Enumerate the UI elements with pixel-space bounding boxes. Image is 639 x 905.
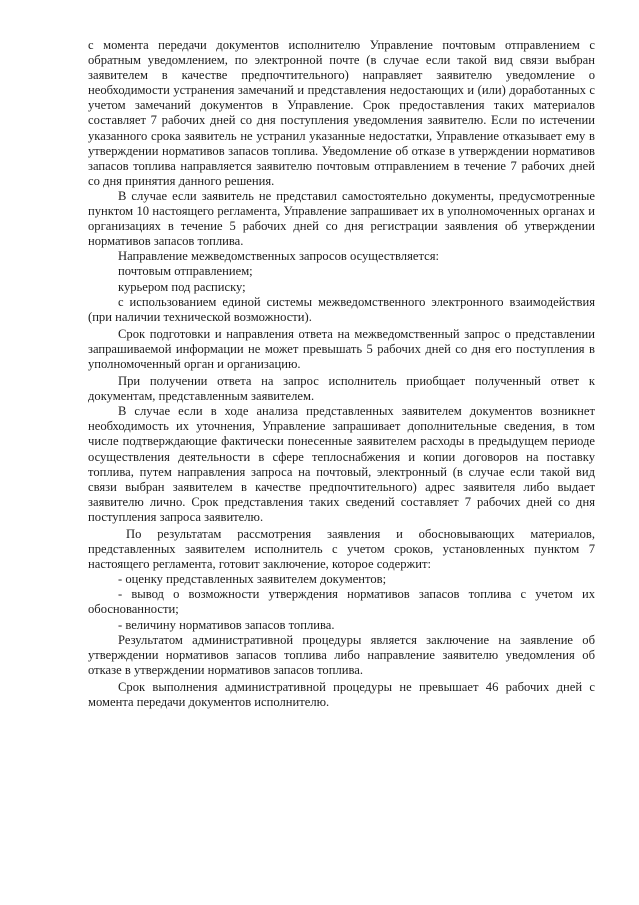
paragraph-response-deadline: Срок подготовки и направления ответа на межведомственный запрос о представлении запрашиваемой информации не может превышать 5 рабочих дней со дня его поступления в уполномоченный орган и организацию. [88,326,595,371]
list-item-electronic-system: с использованием единой системы межведомственного электронного взаимодействия (при наличии технической возможности). [88,294,595,324]
list-item-document-assessment: - оценку представленных заявителем документов; [118,572,387,587]
list-item-postal: почтовым отправлением; [118,264,253,279]
paragraph-procedure-deadline: Срок выполнения административной процедуры не превышает 46 рабочих дней с момента передачи документов исполнителю. [88,679,595,710]
paragraph-clarification-request: В случае если в ходе анализа представленных заявителем документов возникнет необходимость их уточнения, Управление запрашивает дополнительные сведения, в том числе подтверждающие фактически понесенные заявителем расходы в предыдущем периоде осуществления деятельности в сфере теплоснабжения и копии договоров на поставку топлива, путем направления запроса на почтовый, электронный (в случае если такой вид связи выбран заявителем в качестве предпочтительного) адрес заявителя либо выдает заявителю лично. Срок представления таких сведений составляет 7 рабочих дней со дня поступления запроса заявителю. [88,404,595,524]
list-item-courier: курьером под расписку; [118,279,246,294]
paragraph-response-attachment: При получении ответа на запрос исполнитель приобщает полученный ответ к документам, представленным заявителем. [88,374,595,404]
paragraph-procedure-result: Результатом административной процедуры является заключение на заявление об утверждении нормативов запасов топлива либо направление заявителю уведомления об отказе в утверждении нормативов запасов топлива. [88,632,595,677]
list-item-norm-values: - величину нормативов запасов топлива. [118,617,335,632]
paragraph-request-methods-intro: Направление межведомственных запросов осуществляется: [118,249,439,264]
document-page [88,38,595,710]
paragraph-notification-deadline: с момента передачи документов исполнителю Управление почтовым отправлением с обратным уведомлением, по электронной почте (в случае если такой вид связи выбран заявителем в качестве предпочтительного) направляет заявителю уведомление о необходимости устранения замечаний и представления недостающих и (или) доработанных с учетом замечаний документов в Управление. Срок предоставления таких материалов составляет 7 рабочих дней со дня поступления уведомления заявителю. Если по истечении указанного срока заявитель не устранил указанные недостатки, Управление отказывает ему в утверждении нормативов запасов топлива. Уведомление об отказе в утверждении нормативов запасов топлива направляется заявителю почтовым отправлением в течение 7 рабочих дней со дня принятия данного решения. [88,38,595,188]
paragraph-conclusion-contents: По результатам рассмотрения заявления и обосновывающих материалов, представленных заявителем исполнитель с учетом сроков, установленных пунктом 7 настоящего регламента, готовит заключение, которое содержит: [88,527,595,572]
list-item-approval-possibility: - вывод о возможности утверждения нормативов запасов топлива с учетом их обоснованности; [88,587,595,617]
paragraph-interagency-request: В случае если заявитель не представил самостоятельно документы, предусмотренные пунктом 10 настоящего регламента, Управление запрашивает их в уполномоченных органах и организациях в течение 5 рабочих дней со дня регистрации заявления об утверждении нормативов запасов топлива. [88,188,595,249]
